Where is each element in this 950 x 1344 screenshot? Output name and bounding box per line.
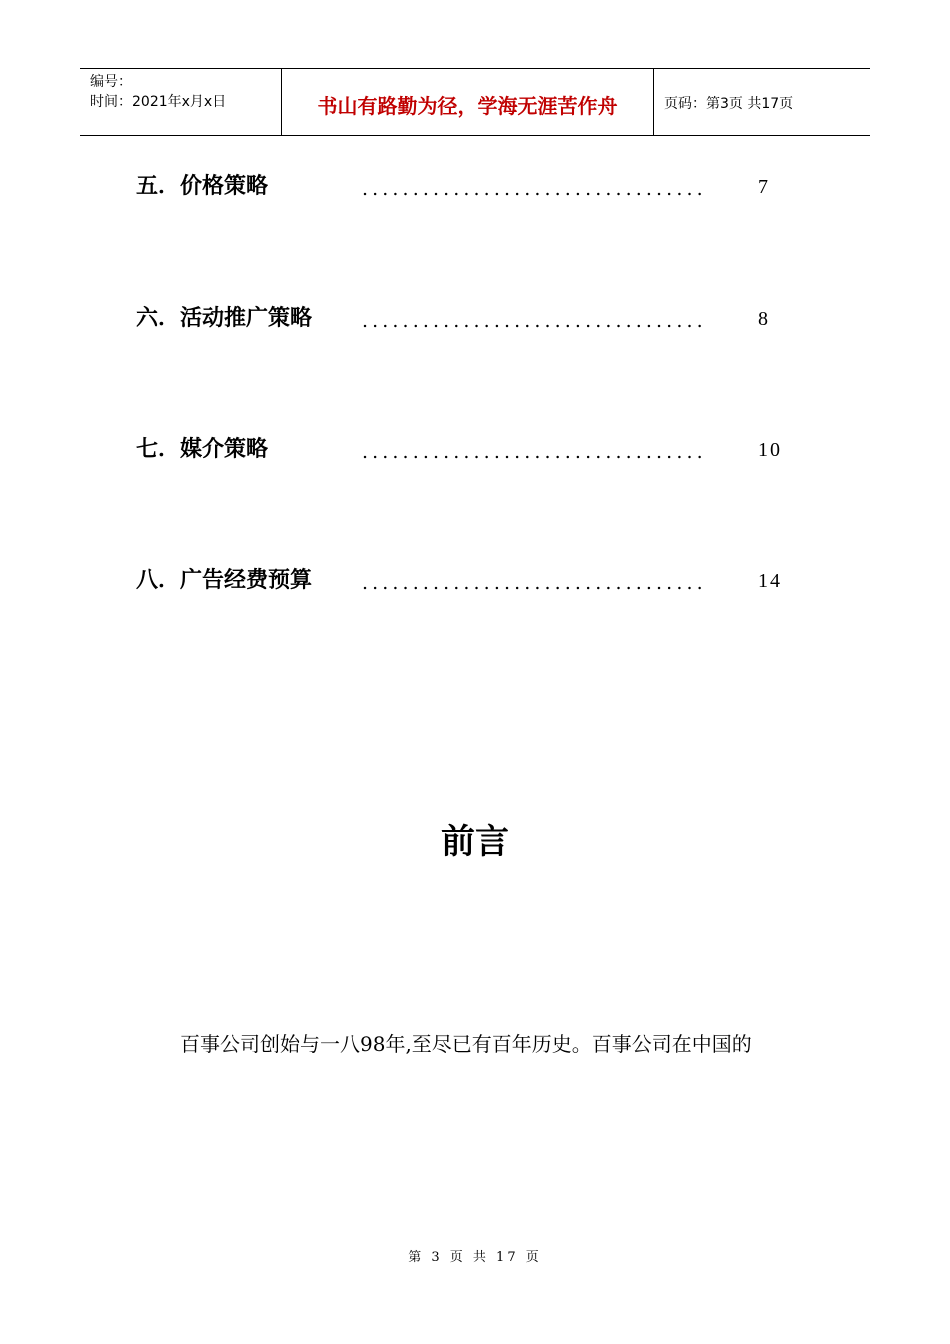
page-footer: 第 3 页 共 17 页 [408, 1250, 542, 1265]
preface-paragraph: 百事公司创始与一八98年,至尽已有百年历史。百事公司在中国的 [180, 1032, 752, 1056]
toc-page-number: 14 [758, 570, 782, 592]
toc-leader-dots: .................................. [362, 572, 707, 594]
header-motto: 书山有路勤为径，学海无涯苦作舟 [282, 69, 654, 135]
toc-entry-title: 五．价格策略 [136, 174, 269, 199]
toc-page-number: 10 [758, 439, 782, 461]
toc-entry[interactable] [136, 566, 796, 596]
time-label: 时间：2021年x月x日 [90, 94, 227, 110]
toc-entry-title: 六．活动推广策略 [136, 306, 313, 331]
toc-page-number: 8 [758, 308, 770, 330]
toc-entry-title: 七．媒介策略 [136, 437, 269, 462]
toc-page-number: 7 [758, 176, 770, 198]
toc-leader-dots: .................................. [362, 441, 707, 463]
toc-entry[interactable] [136, 435, 796, 465]
header-page-info: 页码：第3页 共17页 [664, 96, 794, 112]
preface-heading: 前言 [441, 822, 509, 862]
header-meta [80, 69, 282, 135]
page-header [80, 68, 870, 136]
toc-entry-title: 八．广告经费预算 [136, 568, 313, 593]
toc-entry[interactable] [136, 304, 796, 334]
toc-entry[interactable] [136, 172, 796, 202]
number-label: 编号： [90, 74, 132, 90]
toc-leader-dots: .................................. [362, 310, 707, 332]
toc-leader-dots: .................................. [362, 178, 707, 200]
